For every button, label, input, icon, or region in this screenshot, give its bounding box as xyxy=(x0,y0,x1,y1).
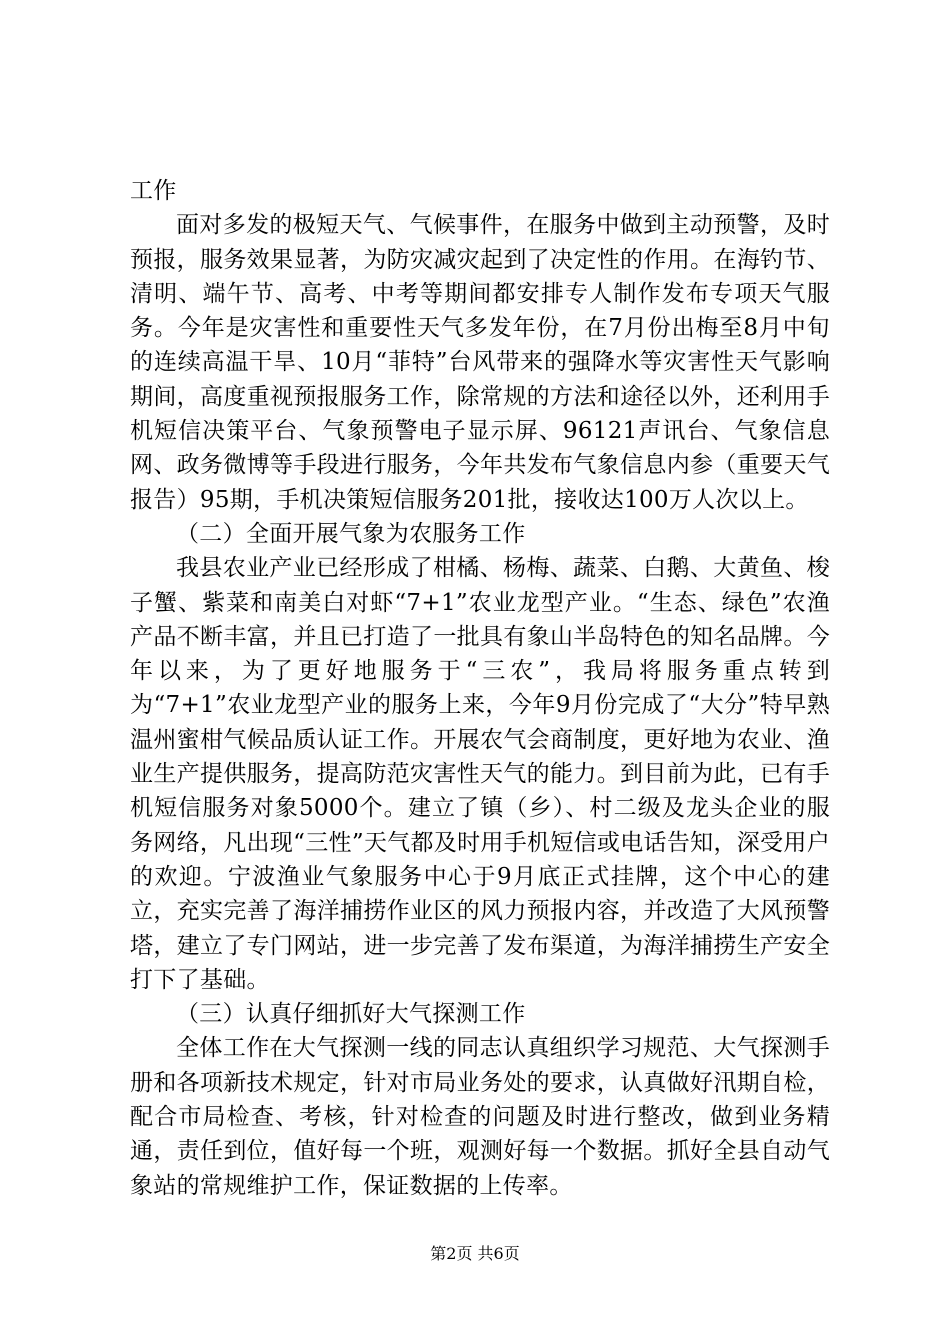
section-heading-detection: （三）认真仔细抓好大气探测工作 xyxy=(176,1001,526,1028)
page-footer xyxy=(0,1244,950,1264)
body-paragraph-forecast-service: 面对多发的极短天气、气候事件，在服务中做到主动预警，及时预报，服务效果显著，为防灾减灾起到了决定性的作用。在海钓节、清明、端午节、高考、中考等期间都安排专人制作发布专项天气服务。今年是灾害性和重要性天气多发年份，在7月份出梅至8月中旬的连续高温干旱、10月“菲特”台风带来的强降水等灾害性天气影响期间，高度重视预报服务工作，除常规的方法和途径以外，还利用手机短信决策平台、气象预警电子显示屏、96121声讯台、气象信息网、政务微博等手段进行服务，今年共发布气象信息内参（重要天气报告）95期，手机决策短信服务201批，接收达100万人次以上。 xyxy=(130,212,830,513)
section-heading-agriculture: （二）全面开展气象为农服务工作 xyxy=(176,520,526,547)
body-paragraph-agriculture: 我县农业产业已经形成了柑橘、杨梅、蔬菜、白鹅、大黄鱼、梭子蟹、紫菜和南美白对虾“7+1”农业龙型产业。“生态、绿色”农渔产品不断丰富，并且已打造了一批具有象山半岛特色的知名品牌。今年以来，为了更好地服务于“三农”，我局将服务重点转到为“7+1”农业龙型产业的服务上来，今年9月份完成了“大分”特早熟温州蜜柑气候品质认证工作。开展农气会商制度，更好地为农业、渔业生产提供服务，提高防范灾害性天气的能力。到目前为此，已有手机短信服务对象5000个。建立了镇（乡）、村二级及龙头企业的服务网络，凡出现“三性”天气都及时用手机短信或电话告知，深受用户的欢迎。宁波渔业气象服务中心于9月底正式挂牌，这个中心的建立，充实完善了海洋捕捞作业区的风力预报内容，并改造了大风预警塔，建立了专门网站，进一步完善了发布渠道，为海洋捕捞生产安全打下了基础。 xyxy=(130,555,830,993)
continuation-paragraph: 工作 xyxy=(130,178,177,204)
body-paragraph-detection: 全体工作在大气探测一线的同志认真组织学习规范、大气探测手册和各项新技术规定，针对市局业务处的要求，认真做好汛期自检，配合市局检查、考核，针对检查的问题及时进行整改，做到业务精通，责任到位，值好每一个班，观测好每一个数据。抓好全县自动气象站的常规维护工作，保证数据的上传率。 xyxy=(130,1035,830,1199)
page-number-label: 第2页 共6页 xyxy=(430,1244,520,1263)
document-body xyxy=(130,174,830,1203)
